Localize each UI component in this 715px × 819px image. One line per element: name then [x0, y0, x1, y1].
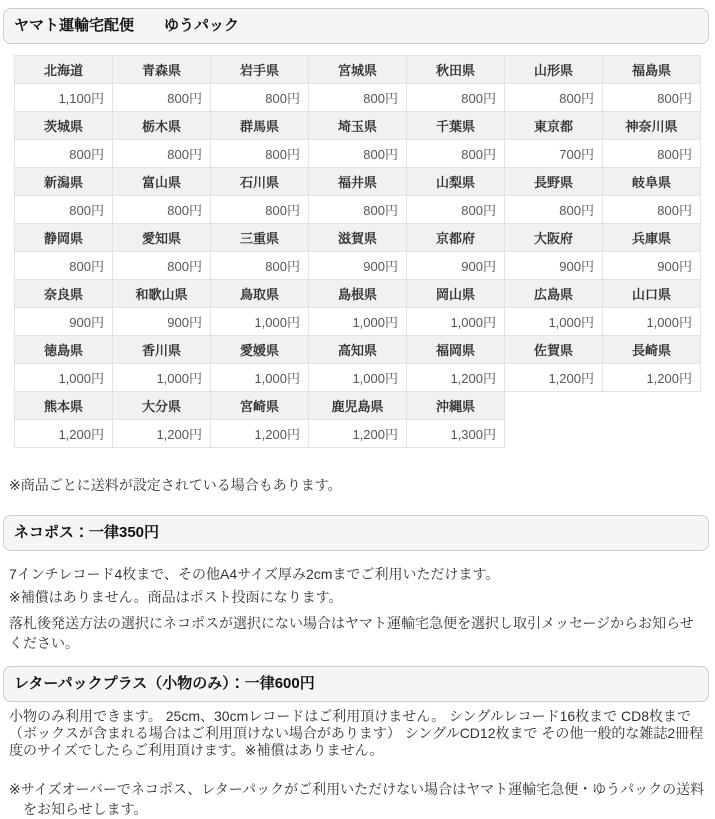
prefecture-cell: 群馬県: [211, 112, 309, 140]
price-cell: 800円: [15, 196, 113, 224]
nekopos-selection-note: 落札後発送方法の選択にネコポスが選択にない場合はヤマト運輸宅急便を選択し取引メッセージからお知らせください。: [9, 615, 694, 651]
nekopos-no-compensation-line: ※補償はありません。商品はポスト投函になります。: [9, 589, 343, 605]
prefecture-cell: 山形県: [505, 56, 603, 84]
price-cell: 1,000円: [603, 308, 701, 336]
prefecture-cell: 長崎県: [603, 336, 701, 364]
price-cell: 1,000円: [309, 308, 407, 336]
prefecture-cell: 奈良県: [15, 280, 113, 308]
prefecture-cell: 大分県: [113, 392, 211, 420]
prefecture-cell: 高知県: [309, 336, 407, 364]
per-item-shipping-note: ※商品ごとに送料が設定されている場合もあります。: [9, 477, 342, 493]
price-cell: 800円: [505, 84, 603, 112]
price-cell: 700円: [505, 140, 603, 168]
nekopos-section-heading: ネコポス：一律350円: [3, 515, 709, 551]
prefecture-cell: 和歌山県: [113, 280, 211, 308]
price-cell: 800円: [113, 140, 211, 168]
price-cell: 800円: [309, 196, 407, 224]
prefecture-row: [15, 336, 701, 364]
prefecture-cell: 山梨県: [407, 168, 505, 196]
price-cell: 900円: [603, 252, 701, 280]
prefecture-cell: 福島県: [603, 56, 701, 84]
prefecture-cell: 秋田県: [407, 56, 505, 84]
price-cell: 800円: [407, 84, 505, 112]
shipping-fee-table: [14, 55, 701, 448]
letterpack-section-heading: レターパックプラス（小物のみ）：一律600円: [3, 666, 709, 702]
prefecture-row: [15, 280, 701, 308]
size-over-note: ※サイズオーバーでネコポス、レターパックがご利用いただけない場合はヤマト運輸宅急便・ゆうパックの送料をお知らせします。: [9, 781, 705, 817]
price-cell: 800円: [603, 196, 701, 224]
price-cell: 800円: [15, 140, 113, 168]
price-row: [15, 140, 701, 168]
price-cell: 800円: [211, 252, 309, 280]
price-cell: 800円: [211, 84, 309, 112]
prefecture-cell: 広島県: [505, 280, 603, 308]
price-row: [15, 420, 701, 448]
prefecture-cell: 岡山県: [407, 280, 505, 308]
price-cell: 1,000円: [309, 364, 407, 392]
prefecture-cell: 香川県: [113, 336, 211, 364]
prefecture-cell: 島根県: [309, 280, 407, 308]
nekopos-usage-line: 7インチレコード4枚まで、その他A4サイズ厚み2cmまでご利用いただけます。: [9, 566, 500, 582]
prefecture-cell: 愛知県: [113, 224, 211, 252]
prefecture-cell: 大阪府: [505, 224, 603, 252]
price-cell: 1,200円: [113, 420, 211, 448]
price-cell: 1,000円: [407, 308, 505, 336]
price-row: [15, 84, 701, 112]
prefecture-cell: 愛媛県: [211, 336, 309, 364]
prefecture-cell: 千葉県: [407, 112, 505, 140]
price-cell: 800円: [407, 140, 505, 168]
prefecture-cell: 滋賀県: [309, 224, 407, 252]
prefecture-cell: 鹿児島県: [309, 392, 407, 420]
price-cell: 800円: [505, 196, 603, 224]
price-cell: 1,100円: [15, 84, 113, 112]
page-title: ヤマト運輸宅配便 ゆうパック: [3, 8, 709, 44]
prefecture-cell: 徳島県: [15, 336, 113, 364]
prefecture-cell: 岐阜県: [603, 168, 701, 196]
price-cell: 1,200円: [603, 364, 701, 392]
prefecture-cell: 熊本県: [15, 392, 113, 420]
shipping-info-page: [0, 8, 715, 819]
price-cell: 800円: [407, 196, 505, 224]
price-cell: 1,000円: [211, 308, 309, 336]
price-cell: 800円: [113, 252, 211, 280]
prefecture-cell: 兵庫県: [603, 224, 701, 252]
price-cell: 800円: [309, 140, 407, 168]
prefecture-cell: 青森県: [113, 56, 211, 84]
prefecture-cell: 宮城県: [309, 56, 407, 84]
prefecture-cell: 山口県: [603, 280, 701, 308]
price-cell: 800円: [211, 140, 309, 168]
price-cell: 1,000円: [113, 364, 211, 392]
prefecture-cell: 新潟県: [15, 168, 113, 196]
price-cell: 1,200円: [211, 420, 309, 448]
prefecture-row: [15, 168, 701, 196]
price-cell: 1,200円: [309, 420, 407, 448]
prefecture-cell: 佐賀県: [505, 336, 603, 364]
price-cell: 1,200円: [407, 364, 505, 392]
price-cell: 1,300円: [407, 420, 505, 448]
price-cell: 900円: [407, 252, 505, 280]
price-cell: 900円: [113, 308, 211, 336]
prefecture-cell: 東京都: [505, 112, 603, 140]
price-cell: 800円: [603, 84, 701, 112]
price-cell: 1,000円: [211, 364, 309, 392]
prefecture-row: [15, 112, 701, 140]
price-cell: 800円: [211, 196, 309, 224]
prefecture-cell: 長野県: [505, 168, 603, 196]
prefecture-row: [15, 56, 701, 84]
price-cell: 800円: [603, 140, 701, 168]
price-cell: 900円: [15, 308, 113, 336]
prefecture-cell: 宮崎県: [211, 392, 309, 420]
prefecture-row: [15, 224, 701, 252]
price-row: [15, 252, 701, 280]
prefecture-cell: 栃木県: [113, 112, 211, 140]
letterpack-usage-paragraph: 小物のみ利用できます。 25cm、30cmレコードはご利用頂けません。 シングルレコード16枚まで CD8枚まで（ボックスが含まれる場合はご利用頂けない場合があります） シングルCD12枚まで その他一般的な雑誌2冊程度のサイズでしたらご利用頂けます。※補償はありません。: [9, 708, 704, 758]
price-cell: 800円: [15, 252, 113, 280]
prefecture-row: [15, 392, 701, 420]
shipping-fee-table-body: [15, 56, 701, 448]
prefecture-cell: 茨城県: [15, 112, 113, 140]
prefecture-cell: 北海道: [15, 56, 113, 84]
price-cell: 1,200円: [505, 364, 603, 392]
price-cell: 1,200円: [15, 420, 113, 448]
prefecture-cell: 沖縄県: [407, 392, 505, 420]
prefecture-cell: 神奈川県: [603, 112, 701, 140]
price-cell: 1,000円: [505, 308, 603, 336]
price-row: [15, 308, 701, 336]
price-cell: 900円: [309, 252, 407, 280]
prefecture-cell: 京都府: [407, 224, 505, 252]
price-cell: 800円: [113, 196, 211, 224]
prefecture-cell: 石川県: [211, 168, 309, 196]
prefecture-cell: 福岡県: [407, 336, 505, 364]
price-row: [15, 196, 701, 224]
price-cell: 900円: [505, 252, 603, 280]
prefecture-cell: 福井県: [309, 168, 407, 196]
prefecture-cell: 富山県: [113, 168, 211, 196]
prefecture-cell: 静岡県: [15, 224, 113, 252]
price-cell: 1,000円: [15, 364, 113, 392]
prefecture-cell: 鳥取県: [211, 280, 309, 308]
prefecture-cell: 三重県: [211, 224, 309, 252]
price-cell: 800円: [309, 84, 407, 112]
prefecture-cell: 埼玉県: [309, 112, 407, 140]
prefecture-cell: 岩手県: [211, 56, 309, 84]
price-row: [15, 364, 701, 392]
price-cell: 800円: [113, 84, 211, 112]
